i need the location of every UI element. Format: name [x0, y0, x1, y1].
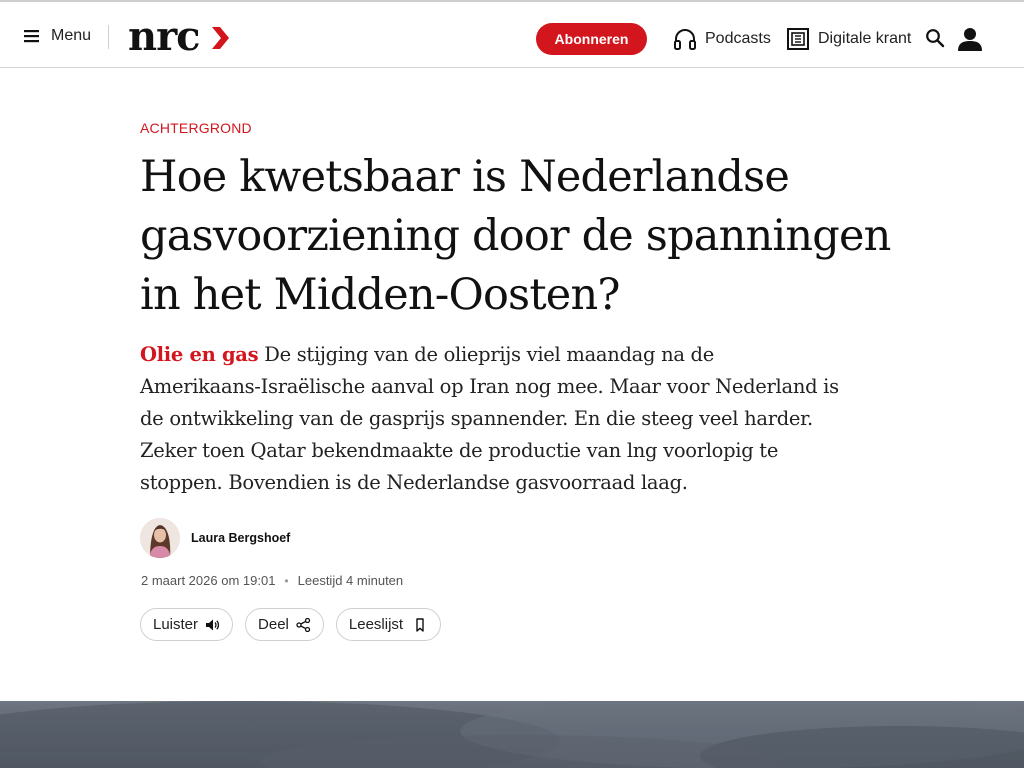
bookmark-icon: [410, 618, 428, 632]
logo-text: nrc: [128, 20, 200, 56]
search-button[interactable]: [925, 28, 945, 48]
speaker-icon: [205, 618, 220, 632]
share-icon: [296, 618, 311, 632]
logo-chevron: [212, 27, 229, 49]
divider: [108, 25, 109, 49]
podcasts-link[interactable]: [673, 26, 771, 52]
article-lead: [140, 339, 840, 499]
article-meta: [141, 573, 403, 588]
share-label: Deel: [258, 616, 289, 633]
topic-tag-link[interactable]: Olie en gas: [140, 343, 259, 366]
lead-text: De stijging van de olieprijs viel maandag na de Amerikaans-Israëlische aanval op Iran nog mee. Maar voor Nederland is de ontwikkeling van de gasprijs spannender. En die steeg veel harder. Zeker toen Qatar bekendmaakte de productie van lng voorlopig te stoppen. Bovendien is de Nederlandse gasvoorraad laag.: [140, 343, 839, 494]
menu-button[interactable]: [24, 24, 91, 48]
hamburger-icon: [24, 29, 39, 43]
article-headline: Hoe kwetsbaar is Nederlandse gasvoorziening door de spanningen in het Midden-Oosten?: [140, 152, 891, 320]
newspaper-icon: [786, 27, 810, 51]
reading-list-label: Leeslijst: [348, 616, 404, 633]
article-kicker: ACHTERGROND: [140, 120, 252, 136]
digitale-krant-link[interactable]: [786, 26, 911, 52]
reading-time: Leestijd 4 minuten: [297, 573, 404, 588]
article-hero-image: [0, 701, 1024, 768]
author-name[interactable]: Laura Bergshoef: [191, 531, 291, 545]
listen-label: Luister: [153, 616, 199, 633]
headphones-icon: [673, 27, 697, 51]
meta-separator: •: [284, 573, 289, 588]
reading-list-button[interactable]: [336, 608, 441, 641]
share-button[interactable]: [245, 608, 324, 641]
account-button[interactable]: [957, 26, 983, 52]
subscribe-button[interactable]: Abonneren: [536, 23, 647, 55]
podcasts-label: Podcasts: [705, 30, 771, 47]
site-header: [0, 0, 1024, 68]
digitale-krant-label: Digitale krant: [818, 30, 912, 47]
nrc-logo[interactable]: [128, 20, 232, 56]
menu-label: Menu: [51, 27, 92, 44]
listen-button[interactable]: [140, 608, 233, 641]
author-avatar[interactable]: [140, 518, 180, 558]
user-icon: [957, 26, 983, 52]
search-icon: [925, 28, 945, 48]
byline: [140, 518, 290, 558]
publish-date: 2 maart 2026 om 19:01: [141, 573, 276, 588]
article-actions: [140, 608, 453, 641]
